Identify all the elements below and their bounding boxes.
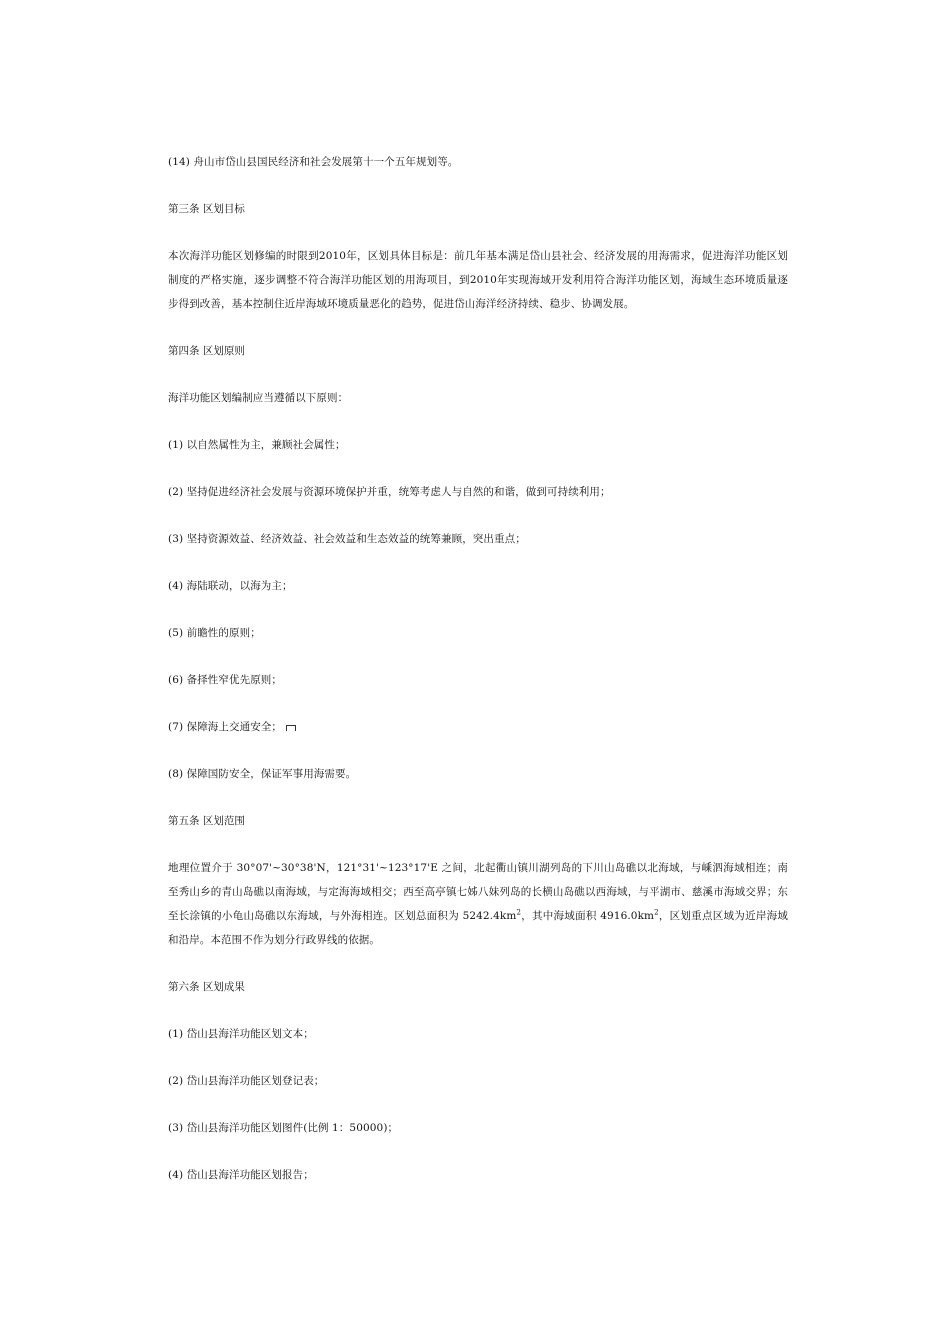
article-6-item-3: (3) 岱山县海洋功能区划图件(比例 1：50000)； xyxy=(168,1122,399,1134)
article-5-body: 地理位置介于 30°07'~30°38'N，121°31'~123°17'E 之间，北起衢山镇川湖列岛的下川山岛礁以北海域，与嵊泗海域相连；南至秀山乡的青山岛礁以南海域，与定海海域相交；西至高亭镇七姊八妹列岛的长横山岛礁以西海域，与平湖市、慈溪市海域交界；东至长涂镇的小龟山岛礁以东海域，与外海相连。区划总面积为 $5242.4km^2$，其中海域面积 $4916.0km^2$，区划重点区域为近岸海域和沿岸。本范围不作为划分行政界线的依据。 xyxy=(168,862,788,946)
article-6-item-2: (2) 岱山县海洋功能区划登记表； xyxy=(168,1075,325,1087)
article-5-heading: 第五条 区划范围 xyxy=(168,815,245,827)
article-3-heading: 第三条 区划目标 xyxy=(168,203,245,215)
article-4-item-2: (2) 坚持促进经济社会发展与资源环境保护并重，统筹考虑人与自然的和谐，做到可持续利用； xyxy=(168,486,611,498)
document-page xyxy=(168,150,788,1210)
article-6-heading: 第六条 区划成果 xyxy=(168,981,245,993)
article-6-item-4: (4) 岱山县海洋功能区划报告； xyxy=(168,1169,314,1181)
article-4-item-6: (6) 备择性窄优先原则； xyxy=(168,674,283,686)
item-14: (14) 舟山市岱山县国民经济和社会发展第十一个五年规划等。 xyxy=(168,156,459,168)
article-4-item-1: (1) 以自然属性为主，兼顾社会属性； xyxy=(168,439,346,451)
article-4-item-8: (8) 保障国防安全，保证军事用海需要。 xyxy=(168,768,357,780)
article-6-item-1: (1) 岱山县海洋功能区划文本； xyxy=(168,1028,314,1040)
article-4-heading: 第四条 区划原则 xyxy=(168,345,245,357)
article-4-item-4: (4) 海陆联动，以海为主； xyxy=(168,580,293,592)
article-4-item-7 xyxy=(168,715,788,739)
article-3-body: 本次海洋功能区划修编的时限到2010年，区划具体目标是：前几年基本满足岱山县社会、经济发展的用海需求，促进海洋功能区划制度的严格实施，逐步调整不符合海洋功能区划的用海项目，到2010年实现海域开发利用符合海洋功能区划，海域生态环境质量逐步得到改善，基本控制住近岸海域环境质量恶化的趋势，促进岱山海洋经济持续、稳步、协调发展。 xyxy=(168,250,788,310)
article-4-item-3: (3) 坚持资源效益、经济效益、社会效益和生态效益的统筹兼顾，突出重点； xyxy=(168,533,526,545)
insertion-mark-icon xyxy=(286,725,296,731)
article-4-item-7-text: (7) 保障海上交通安全； xyxy=(168,721,283,733)
article-4-item-5: (5) 前瞻性的原则； xyxy=(168,627,261,639)
article-4-intro: 海洋功能区划编制应当遵循以下原则： xyxy=(168,392,349,404)
